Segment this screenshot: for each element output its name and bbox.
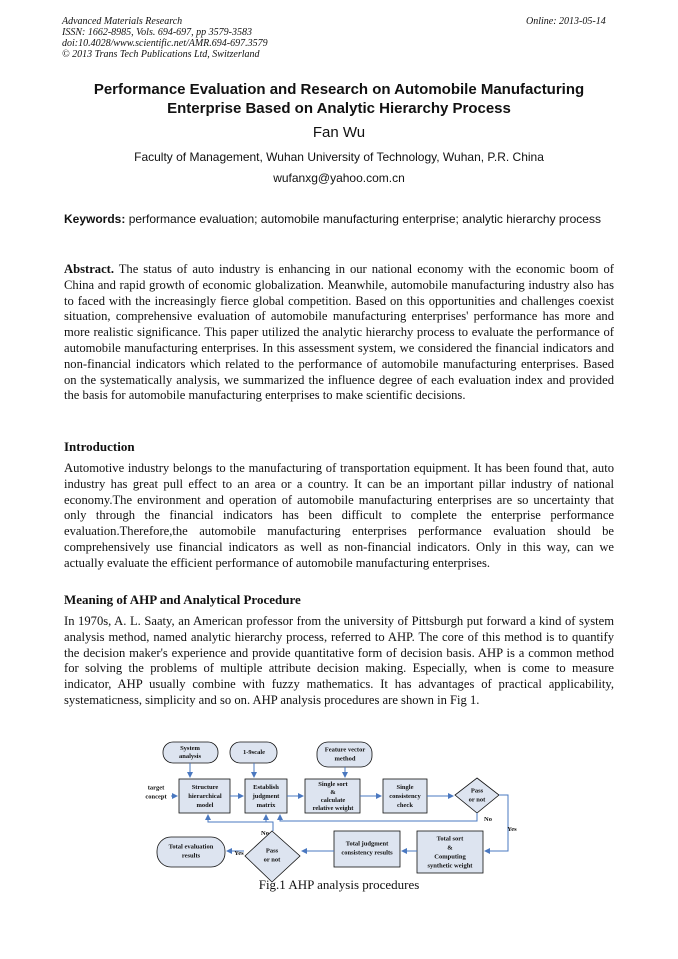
author: Fan Wu — [312, 124, 366, 141]
total-sort-label: synthetic weight — [427, 862, 473, 870]
single-sort-label: calculate — [320, 797, 346, 804]
keywords-label: Keywords: — [64, 212, 126, 226]
section-heading: Meaning of AHP and Analytical Procedure — [64, 592, 301, 607]
single-sort-label: relative weight — [312, 805, 354, 812]
section-heading: Introduction — [64, 439, 135, 454]
pass-diamond-1 — [455, 778, 499, 813]
feature-vector-label: Feature vector — [324, 746, 366, 754]
figure-caption: Fig.1 AHP analysis procedures — [258, 877, 420, 892]
feature-vector-label: method — [334, 755, 356, 763]
total-judgment-label: consistency results — [341, 849, 393, 857]
establish-label: Establish — [253, 784, 279, 791]
scale-label: 1-9scale — [242, 749, 266, 756]
issn: ISSN: 1662-8985, Vols. 694-697, pp 3579-3583 — [62, 27, 252, 38]
abstract-label: Abstract. — [64, 262, 115, 276]
target-concept-label: concept — [145, 793, 167, 801]
total-sort-label: & — [447, 844, 453, 852]
single-consistency-label: check — [397, 802, 413, 809]
system-analysis-label: analysis — [178, 753, 202, 760]
total-evaluation-label: results — [181, 852, 201, 860]
pass-label-1: Pass — [470, 787, 484, 795]
total-evaluation-label: Total evaluation — [168, 843, 214, 851]
single-sort-label: Single sort — [318, 781, 348, 788]
section-text: Automotive industry belongs to the manufacturing of transportation equipment. It has been found that, auto industry has great pull effect to an area or a country. It can be an important pillar industry of national economy.The environment and operation of automobile manufacturing enterprises are so uncertainty that only through the financial indicators has been difficult to complete the enterprise performance evaluation.Therefore,the automobile manufacturing enterprises performance evaluation should be comprehensively use financial indicators as well as non-financial indicators. Only in this way, can we actually evaluate the efficient performance of automobile manufacturing enterprises. — [64, 461, 614, 570]
establish-label: matrix — [256, 802, 276, 809]
online-date: Online: 2013-05-14 — [526, 16, 606, 27]
total-sort-label: Computing — [434, 853, 466, 861]
affiliation: Faculty of Management, Wuhan University of Technology, Wuhan, P.R. China — [134, 150, 544, 164]
single-consistency-label: Single — [396, 784, 414, 791]
yes-label-1: Yes — [507, 826, 517, 833]
doi: doi:10.4028/www.scientific.net/AMR.694-697.3579 — [62, 38, 268, 49]
yes-label-2: Yes — [234, 850, 244, 857]
email: wufanxg@yahoo.com.cn — [273, 171, 405, 185]
copyright: © 2013 Trans Tech Publications Ltd, Switzerland — [62, 49, 260, 60]
system-analysis-label: System — [180, 745, 200, 752]
total-judgment-label: Total judgment — [345, 840, 389, 848]
target-concept-label: target — [147, 784, 165, 792]
keywords-text: performance evaluation; automobile manufacturing enterprise; analytic hierarchy process — [128, 212, 601, 226]
section-text: In 1970s, A. L. Saaty, an American professor from the university of Pittsburgh put forward a kind of system analysis method, named analytic hierarchy process, referred to AHP. The core of this method is to quantify the decision maker's experience and provide quantitative form of decision basis. AHP is a common method for solving the problems of multiple attribute decision making. Especially, when is come to measure indicator, AHP usually combine with fuzzy mathematics. It has advantages of practical applicability, systematicness, simplicity and so on. AHP analysis procedures are shown in Fig 1. — [64, 614, 614, 707]
structure-label: Structure — [191, 784, 219, 791]
pass-label-1: or not — [468, 796, 486, 804]
structure-label: model — [196, 802, 214, 809]
journal-name: Advanced Materials Research — [62, 16, 183, 27]
abstract-text: The status of auto industry is enhancing in our national economy with the economic boom of China and rapid growth of economic globalization. Meanwhile, automobile manufacturing industry also has to faced with the increasingly fierce global competition. Based on this opportunities and challenges coexist situation, comprehensive evaluation of automobile manufacturing enterprises' performance has more and more realistic significance. This paper utilized the analytic hierarchy process to evaluate the performance of automobile manufacturing enterprises. In this assessment system, we considered the financial indicators and non-financial indicators which related to the performance of automobile manufacturing enterprises. Based on the systematically analysis, we summarized the influence degree of each evaluation index and provided the basis for automobile manufacturing enterprises to make scientific decisions. — [64, 262, 614, 403]
no-label-1: No — [484, 816, 492, 823]
no-label-2: No — [261, 830, 269, 837]
structure-label: hierarchical — [188, 793, 222, 800]
total-sort-label: Total sort — [436, 835, 464, 843]
paper-title: Performance Evaluation and Research on Automobile Manufacturing Enterprise Based on Analytic Hierarchy Process — [93, 81, 585, 117]
establish-label: judgment — [252, 793, 280, 800]
single-sort-label: & — [330, 789, 336, 796]
pass-label-2: or not — [263, 856, 281, 864]
single-consistency-label: consistency — [389, 793, 421, 800]
pass-label-2: Pass — [265, 847, 279, 855]
